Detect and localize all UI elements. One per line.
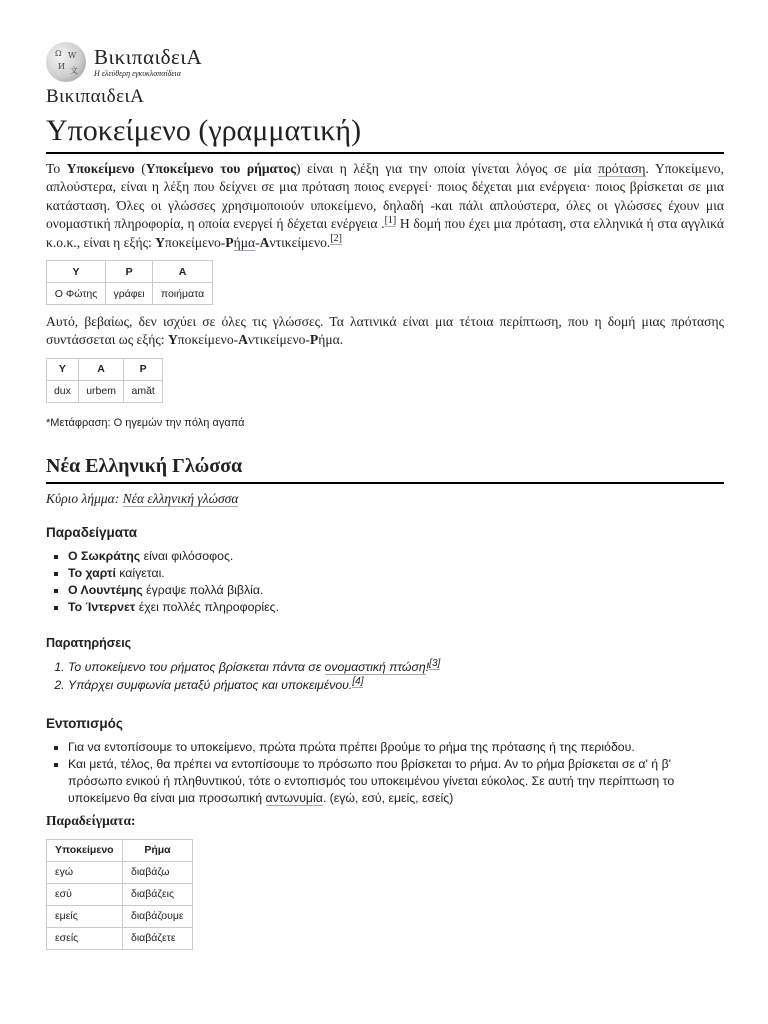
table-header: Υ [47,358,79,380]
table-cell: ποιήματα [153,283,213,305]
table-cell: Ο Φώτης [47,283,106,305]
subheading-locate: Εντοπισμός [46,715,123,731]
example-rest: είναι φιλόσοφος. [140,548,234,563]
structure-letter: Ρ [225,234,234,250]
globe-glyph: W [68,51,77,60]
structure-text: ποκείμενο- [177,332,239,348]
table-cell: εμείς [47,905,123,927]
examples-list [46,548,724,616]
intro-text: . Υποκείμενο, απλούστερα, είναι η λέξη που δείχνει σε μια πρόταση ποιος ενεργεί· ποιος δέχεται μια ενέργεια· ποιος βρίσκεται σε μια κατάσταση. Όλες οι γλώσσες χρησιμοποιούν υποκείμενο, δηλαδή -και πάλι απλούστερα, όλες οι γλώσσες έχουν μια ονομαστική πληροφορία, η οποία ενεργεί ή δέχεται ενέργεια . [46,161,724,232]
latin-text: Αυτό, βεβαίως, δεν ισχύει σε όλες τις γλώσσες. Τα λατινικά είναι μια τέτοια περίπτωση, που η δομή μιας πρότασης συντάσσεται ως εξής: [46,314,724,348]
wikipedia-globe-icon [46,42,86,82]
table-header: Ρ [106,261,153,283]
list-item [68,658,724,676]
note-text: Το υποκείμενο του ρήματος βρίσκεται πάντα σε [68,659,325,674]
example-rest: έχει πολλές πληροφορίες. [135,599,279,614]
list-item [68,548,724,565]
globe-glyph: Ω [55,49,62,58]
pronoun-verb-table [46,839,193,950]
note-text: ! [425,659,430,674]
structure-text: ποκείμενο- [164,234,226,250]
intro-bold-term: Υποκείμενο του ρήματος [145,161,296,176]
reference-3[interactable]: [3] [429,657,441,669]
intro-text: ) είναι η λέξη για την οποία γίνεται λόγος σε μία [295,161,599,176]
table-header: Ρήμα [123,839,193,861]
example-rest: έγραψε πολλά βιβλία. [142,582,264,597]
table-cell: εσείς [47,927,123,949]
examples-subheading: Παραδείγματα: [46,812,136,828]
structure-letter: Α [238,332,248,348]
intro-paragraph [46,160,724,252]
structure-text: ήμα. [318,332,344,348]
table-cell: διαβάζουμε [123,905,193,927]
logo-tagline: Η ελεύθερη εγκυκλοπαίδεια [94,68,181,78]
table-cell: διαβάζετε [123,927,193,949]
globe-glyph: 文 [70,66,78,75]
subheading-examples: Παραδείγματα [46,524,138,540]
table-cell: εσύ [47,883,123,905]
subheading-notes: Παρατηρήσεις [46,635,132,650]
intro-bold-term: Υποκείμενο [66,161,135,176]
table-header: Υποκείμενο [47,839,123,861]
link-protasi[interactable]: πρόταση [598,161,646,176]
link-onomastiki-ptosi[interactable]: ονομαστική πτώση [324,659,426,674]
list-item [68,565,724,582]
link-rima[interactable]: ήμα [233,234,256,250]
hatnote-link[interactable]: Νέα ελληνική γλώσσα [122,490,239,506]
reference-2[interactable]: [2] [330,233,342,245]
svo-example-table [46,260,213,305]
table-cell: διαβάζω [123,861,193,883]
article-page [46,40,724,958]
structure-letter: Ρ [309,332,319,348]
table-cell: urbem [78,380,123,402]
locate-list [46,739,724,807]
locate-text: Και μετά, τέλος, θα πρέπει να εντοπίσουμε το πρόσωπο που βρίσκεται το ρήμα. Αν το ρήμα βρίσκεται σε α' ή β' πρόσωπο ενικού ή πληθυντικού, τότε ο εντοπισμός του υποκειμένου γίνεται εύκολος. Σε αυτή την περίπτωση το υποκείμενο θα είναι μια προσωπική [68,756,675,805]
latin-paragraph [46,313,724,350]
link-antonymia[interactable]: αντωνυμία [265,790,323,805]
translation-note: *Μετάφραση: Ο ηγεμών την πόλη αγαπά [46,416,245,429]
table-cell: amăt [124,380,163,402]
table-cell: dux [47,380,79,402]
reference-1[interactable]: [1] [384,214,397,226]
list-item [68,676,724,694]
table-cell: γράφει [106,283,153,305]
structure-letter: Υ [155,234,165,250]
intro-text: Η δομή που έχει μια πρόταση, στα ελληνικά ή στα αγγλικά κ.ο.κ., είναι η εξής: [46,216,724,250]
example-subject: Ο Σωκράτης [68,548,141,563]
example-subject: Το χαρτί [68,565,116,580]
example-subject: Το Ίντερνετ [68,599,136,614]
sov-latin-table [46,358,163,403]
structure-letter: Α [259,234,270,250]
site-logo[interactable] [46,40,724,84]
structure-text: - [255,234,260,250]
table-header: Ρ [124,358,163,380]
logo-wordmark: ΒικιπαιδειΑ [94,44,203,69]
structure-letter: Υ [167,332,178,348]
table-header: Α [153,261,213,283]
section-heading-modern-greek: Νέα Ελληνική Γλώσσα [46,455,724,484]
notes-list [46,658,724,694]
locate-text: Για να εντοπίσουμε το υποκείμενο, πρώτα πρώτα πρέπει βρούμε το ρήμα της πρότασης ή της περιόδου. [68,739,635,754]
intro-text: ( [134,161,146,176]
locate-text: . (εγώ, εσύ, εμείς, εσείς) [322,790,454,805]
page-title: Υποκείμενο (γραμματική) [46,112,724,154]
list-item [68,599,724,616]
structure-text: ντικείμενο. [269,234,331,250]
reference-4[interactable]: [4] [352,675,364,687]
intro-text: Το [46,161,67,176]
globe-glyph: И [58,62,65,71]
list-item [68,756,724,807]
example-rest: καίγεται. [115,565,165,580]
hatnote-label: Κύριο λήμμα: [46,490,123,506]
example-subject: Ο Λουντέμης [68,582,143,597]
table-cell: διαβάζεις [123,883,193,905]
table-header: Υ [47,261,106,283]
list-item [68,582,724,599]
hatnote [46,491,724,507]
list-item [68,739,724,756]
structure-text: ντικείμενο- [247,332,310,348]
site-name: ΒικιπαιδειΑ [46,86,145,107]
table-cell: εγώ [47,861,123,883]
table-header: Α [78,358,123,380]
note-text: Υπάρχει συμφωνία μεταξύ ρήματος και υποκειμένου. [68,677,353,692]
